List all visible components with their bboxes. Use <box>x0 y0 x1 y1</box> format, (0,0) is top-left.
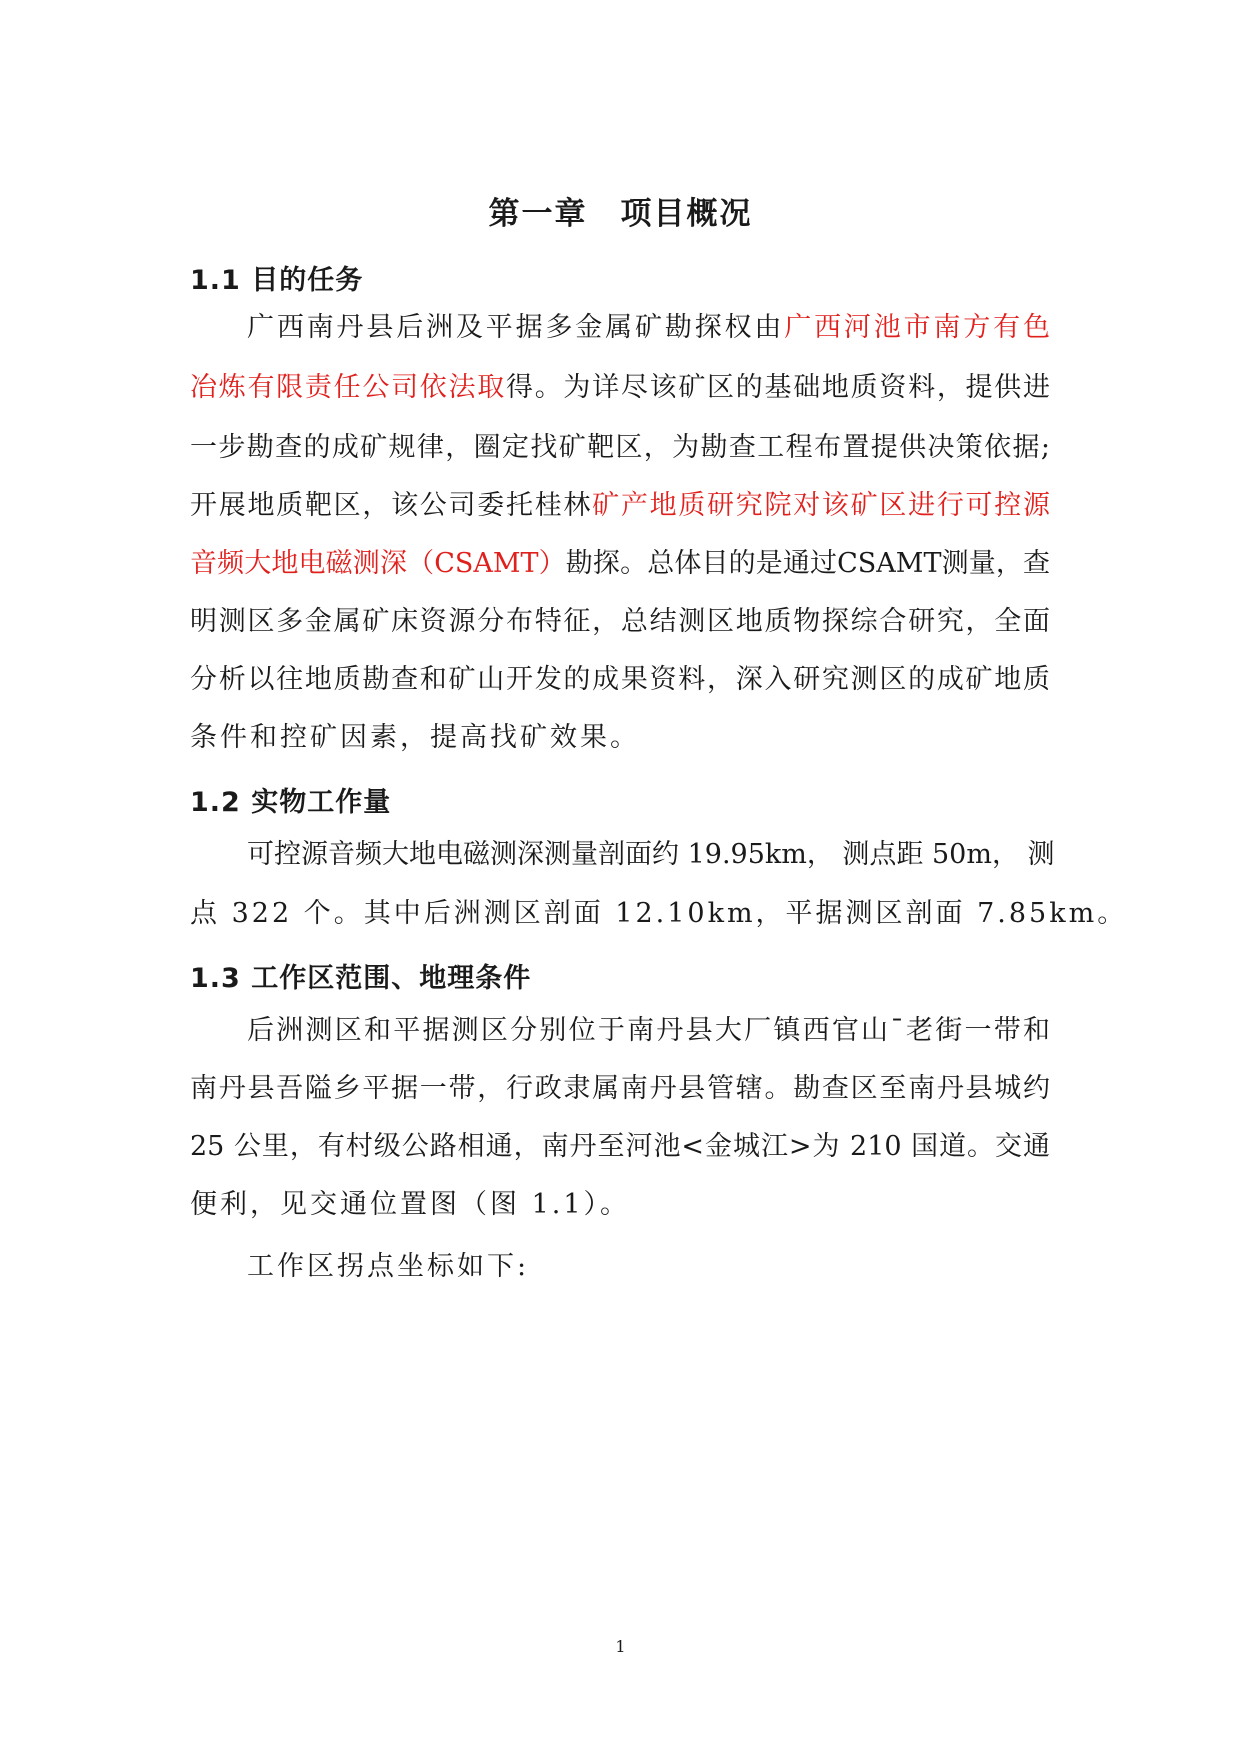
paragraph-line: 分析以往地质勘查和矿山开发的成果资料，深入研究测区的成矿地质 <box>190 664 1050 695</box>
highlighted-text: 广西河池市南方有色 <box>784 312 1051 343</box>
chapter-title: 第一章 项目概况 <box>488 196 753 232</box>
section-heading-1-2: 1.2 实物工作量 <box>190 787 392 818</box>
paragraph-line <box>190 544 1050 584</box>
section-heading-1-1: 1.1 目的任务 <box>190 265 364 296</box>
highlighted-text: 音频大地电磁测深（CSAMT） <box>190 548 566 579</box>
paragraph-line: 条件和控矿因素，提高找矿效果。 <box>190 722 640 753</box>
text-span: 勘探。总体目的是通过CSAMT测量，查 <box>565 548 1050 579</box>
highlighted-text: 矿产地质研究院对该矿区进行可控源 <box>592 490 1051 521</box>
paragraph-line <box>190 368 1050 408</box>
highlighted-text: 冶炼有限责任公司依法取 <box>190 372 506 403</box>
paragraph-line <box>247 308 1050 348</box>
section-heading-1-3: 1.3 工作区范围、地理条件 <box>190 963 532 994</box>
page-number: 1 <box>615 1637 626 1656</box>
paragraph-line: 工作区拐点坐标如下: <box>247 1251 530 1282</box>
text-span: 得。为详尽该矿区的基础地质资料，提供进 <box>505 372 1051 403</box>
text-span: 广西南丹县后洲及平据多金属矿勘探权由 <box>247 312 785 343</box>
paragraph-line: 25 公里，有村级公路相通，南丹至河池<金城江>为 210 国道。交通 <box>190 1131 1050 1162</box>
paragraph-line <box>190 486 1050 526</box>
paragraph-line: 后洲测区和平据测区分别位于南丹县大厂镇西官山¯老街一带和 <box>247 1015 1050 1046</box>
paragraph-line: 明测区多金属矿床资源分布特征，总结测区地质物探综合研究，全面 <box>190 606 1050 637</box>
paragraph-line: 南丹县吾隘乡平据一带，行政隶属南丹县管辖。勘查区至南丹县城约 <box>190 1073 1050 1104</box>
paragraph-line: 一步勘查的成矿规律，圈定找矿靶区，为勘查工程布置提供决策依据; <box>190 432 1050 463</box>
paragraph-line: 可控源音频大地电磁测深测量剖面约 19.95km， 测点距 50m， 测 <box>247 839 1055 870</box>
text-span: 开展地质靶区，该公司委托桂林 <box>190 490 593 521</box>
paragraph-line: 便利，见交通位置图（图 1.1）。 <box>190 1189 631 1220</box>
paragraph-line: 点 322 个。其中后洲测区剖面 12.10km，平据测区剖面 7.85km。 <box>190 898 1128 929</box>
